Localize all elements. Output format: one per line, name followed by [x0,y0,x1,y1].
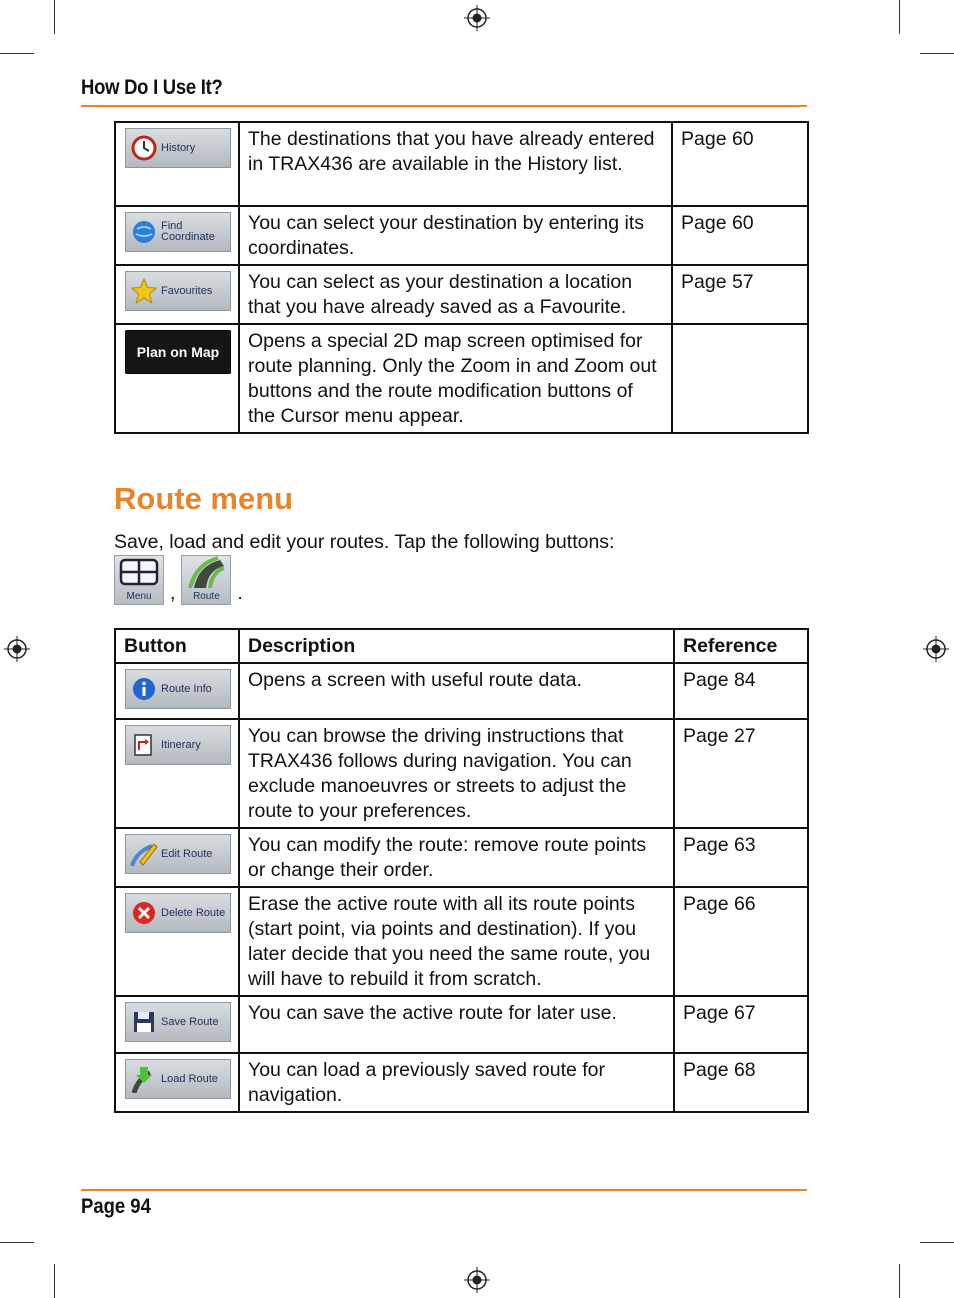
edit-route-icon [130,840,158,868]
section-title: Route menu [114,481,294,516]
button-cell [115,828,239,887]
crop-mark [0,1242,34,1243]
header-button: Button [115,629,239,663]
favourites-button[interactable] [125,271,231,311]
menu-button-label: Menu [126,591,152,602]
button-label: Plan on Map [136,343,220,360]
reference-cell: Page 66 [674,887,808,996]
menu-grid-icon [119,558,159,591]
reference-cell: Page 68 [674,1053,808,1112]
table-row [115,663,808,719]
description-cell: You can browse the driving instructions that TRAX436 follows during navigation. You can exclude manoeuvres or streets to adjust the route to your preferences. [239,719,674,828]
road-icon [186,556,226,591]
description-cell: You can load a previously saved route for navigation. [239,1053,674,1112]
route-button-label: Route [193,591,220,602]
registration-mark-icon [923,636,949,662]
crop-mark [54,1264,55,1298]
floppy-disk-icon [130,1008,158,1036]
reference-cell: Page 57 [672,265,808,324]
description-cell: Erase the active route with all its route points (start point, via points and destination). If you later decide that you need the same route, you will have to rebuild it from scratch. [239,887,674,996]
table-row [115,996,808,1053]
reference-cell: Page 67 [674,996,808,1053]
globe-icon [130,218,158,246]
button-label: Edit Route [161,847,213,860]
button-label: Load Route [161,1072,218,1085]
button-cell [115,663,239,719]
star-icon [130,277,158,305]
button-cell [115,1053,239,1112]
button-label: Save Route [161,1015,219,1028]
button-label: Delete Route [161,906,226,919]
edit-route-button[interactable] [125,834,231,874]
page-number: Page 94 [81,1195,151,1218]
reference-cell: Page 63 [674,828,808,887]
button-label: Route Info [161,682,212,695]
load-route-icon [130,1065,158,1093]
button-cell [115,324,239,433]
reference-cell [672,324,808,433]
crop-mark [920,1242,954,1243]
route-button[interactable] [181,555,231,605]
description-cell: You can save the active route for later use. [239,996,674,1053]
description-cell: The destinations that you have already entered in TRAX436 are available in the History list. [239,122,672,206]
button-cell [115,206,239,265]
button-cell [115,265,239,324]
load-route-button[interactable] [125,1059,231,1099]
description-cell: You can select your destination by entering its coordinates. [239,206,672,265]
button-cell [115,996,239,1053]
header-reference: Reference [674,629,808,663]
table-row [115,265,808,324]
info-icon [130,675,158,703]
reference-cell: Page 27 [674,719,808,828]
find-coordinate-button[interactable] [125,212,231,252]
history-icon [130,134,158,162]
registration-mark-icon [4,636,30,662]
route-info-button[interactable] [125,669,231,709]
table-row [115,122,808,206]
reference-cell: Page 84 [674,663,808,719]
table-row [115,719,808,828]
description-cell: Opens a special 2D map screen optimised for route planning. Only the Zoom in and Zoom out buttons and the route modification buttons of the Cursor menu appear. [239,324,672,433]
crop-mark [920,53,954,54]
footer-rule [81,1189,807,1191]
description-cell: You can modify the route: remove route points or change their order. [239,828,674,887]
crop-mark [0,53,34,54]
separator: , [170,582,176,604]
menu-button-sequence [114,555,243,605]
button-label: History [161,141,196,154]
destination-table [114,121,809,434]
button-cell [115,887,239,996]
delete-icon [130,899,158,927]
page-header-title: How Do I Use It? [81,76,223,99]
section-intro: Save, load and edit your routes. Tap the following buttons: [114,531,615,553]
description-cell: You can select as your destination a location that you have already saved as a Favourite. [239,265,672,324]
button-cell [115,122,239,206]
crop-mark [899,0,900,34]
table-row [115,828,808,887]
reference-cell: Page 60 [672,122,808,206]
header-rule [81,105,807,107]
table-row [115,887,808,996]
table-row [115,206,808,265]
registration-mark-icon [464,5,490,31]
table-row [115,1053,808,1112]
itinerary-button[interactable] [125,725,231,765]
menu-button[interactable] [114,555,164,605]
end-period: . [237,582,243,604]
button-label: Find Coordinate [161,220,215,243]
table-row [115,324,808,433]
delete-route-button[interactable] [125,893,231,933]
button-cell [115,719,239,828]
save-route-button[interactable] [125,1002,231,1042]
registration-mark-icon [464,1267,490,1293]
reference-cell: Page 60 [672,206,808,265]
plan-on-map-button[interactable] [125,330,231,374]
route-menu-table [114,628,809,1113]
header-description: Description [239,629,674,663]
crop-mark [54,0,55,34]
itinerary-icon [130,731,158,759]
crop-mark [899,1264,900,1298]
description-cell: Opens a screen with useful route data. [239,663,674,719]
table-header-row [115,629,808,663]
button-label: Itinerary [161,738,201,751]
history-button[interactable] [125,128,231,168]
button-label: Favourites [161,284,213,297]
